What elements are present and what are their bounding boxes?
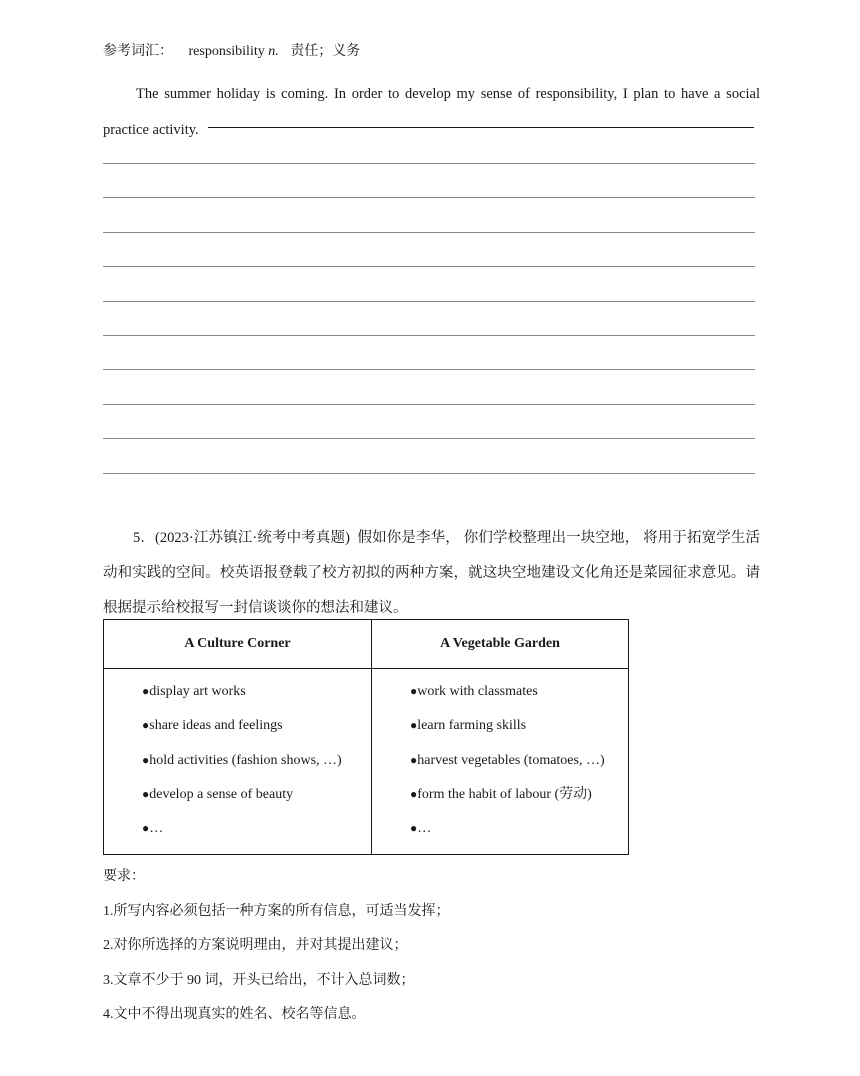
vocab-term: responsibility [188, 44, 265, 59]
list-item: ● … [142, 814, 371, 848]
list-item: ● … [410, 814, 628, 848]
requirement-item: 3.文章不少于 90 词，开头已给出，不计入总词数； [103, 972, 415, 988]
list-item: ● harvest vegetables (tomatoes, …) [410, 746, 628, 780]
requirements [103, 860, 450, 1033]
answer-line[interactable] [103, 335, 755, 369]
answer-line[interactable] [103, 473, 755, 507]
writing-prompt-paragraph [103, 76, 760, 148]
vocab-meaning: 责任；义务 [290, 44, 361, 59]
options-table [103, 619, 629, 855]
writing-prompt-text: The summer holiday is coming. In order to develop my sense of responsibility, I plan to have a social practice activity. [103, 86, 760, 138]
answer-line[interactable] [103, 197, 755, 231]
answer-line[interactable] [103, 232, 755, 266]
list-item: ● develop a sense of beauty [142, 780, 371, 814]
culture-corner-header: A Culture Corner [104, 620, 372, 669]
list-item: ● learn farming skills [410, 711, 628, 745]
vegetable-garden-header: A Vegetable Garden [372, 620, 629, 669]
list-item: ● display art works [142, 677, 371, 711]
requirement-item: 2.对你所选择的方案说明理由，并对其提出建议； [103, 938, 408, 954]
vegetable-garden-cell [372, 669, 629, 855]
vegetable-garden-list [372, 677, 628, 848]
answer-line[interactable] [103, 266, 755, 300]
question-5 [103, 521, 760, 626]
requirement-item: 4.文中不得出现真实的姓名、校名等信息。 [103, 1007, 366, 1023]
list-item: ● work with classmates [410, 677, 628, 711]
question-number: 5． [133, 530, 156, 546]
list-item: ● share ideas and feelings [142, 711, 371, 745]
list-item: ● hold activities (fashion shows, …) [142, 746, 371, 780]
question-text: 假如你是李华， 你们学校整理出一块空地， 将用于拓宽学生活动和实践的空间。校英语报登载了校方初拟的两种方案，就这块空地建设文化角还是菜园征求意见。请根据提示给校报写一封信谈谈你的想法和建议。 [103, 530, 761, 616]
vocab-label: 参考词汇： [103, 44, 173, 59]
answer-underline[interactable] [208, 127, 754, 128]
vocab-part-of-speech: n. [268, 44, 279, 59]
question-source: (2023·江苏镇江·统考中考真题) [155, 530, 350, 546]
culture-corner-cell [104, 669, 372, 855]
answer-line[interactable] [103, 404, 755, 438]
reference-vocabulary [103, 42, 360, 62]
answer-line[interactable] [103, 438, 755, 472]
answer-lines-area[interactable] [103, 163, 755, 507]
culture-corner-list [104, 677, 371, 848]
answer-line[interactable] [103, 163, 755, 197]
answer-line[interactable] [103, 369, 755, 403]
list-item: ● form the habit of labour (劳动) [410, 780, 628, 814]
requirements-title: 要求： [103, 869, 145, 884]
requirement-item: 1.所写内容必须包括一种方案的所有信息，可适当发挥； [103, 903, 450, 919]
answer-line[interactable] [103, 301, 755, 335]
